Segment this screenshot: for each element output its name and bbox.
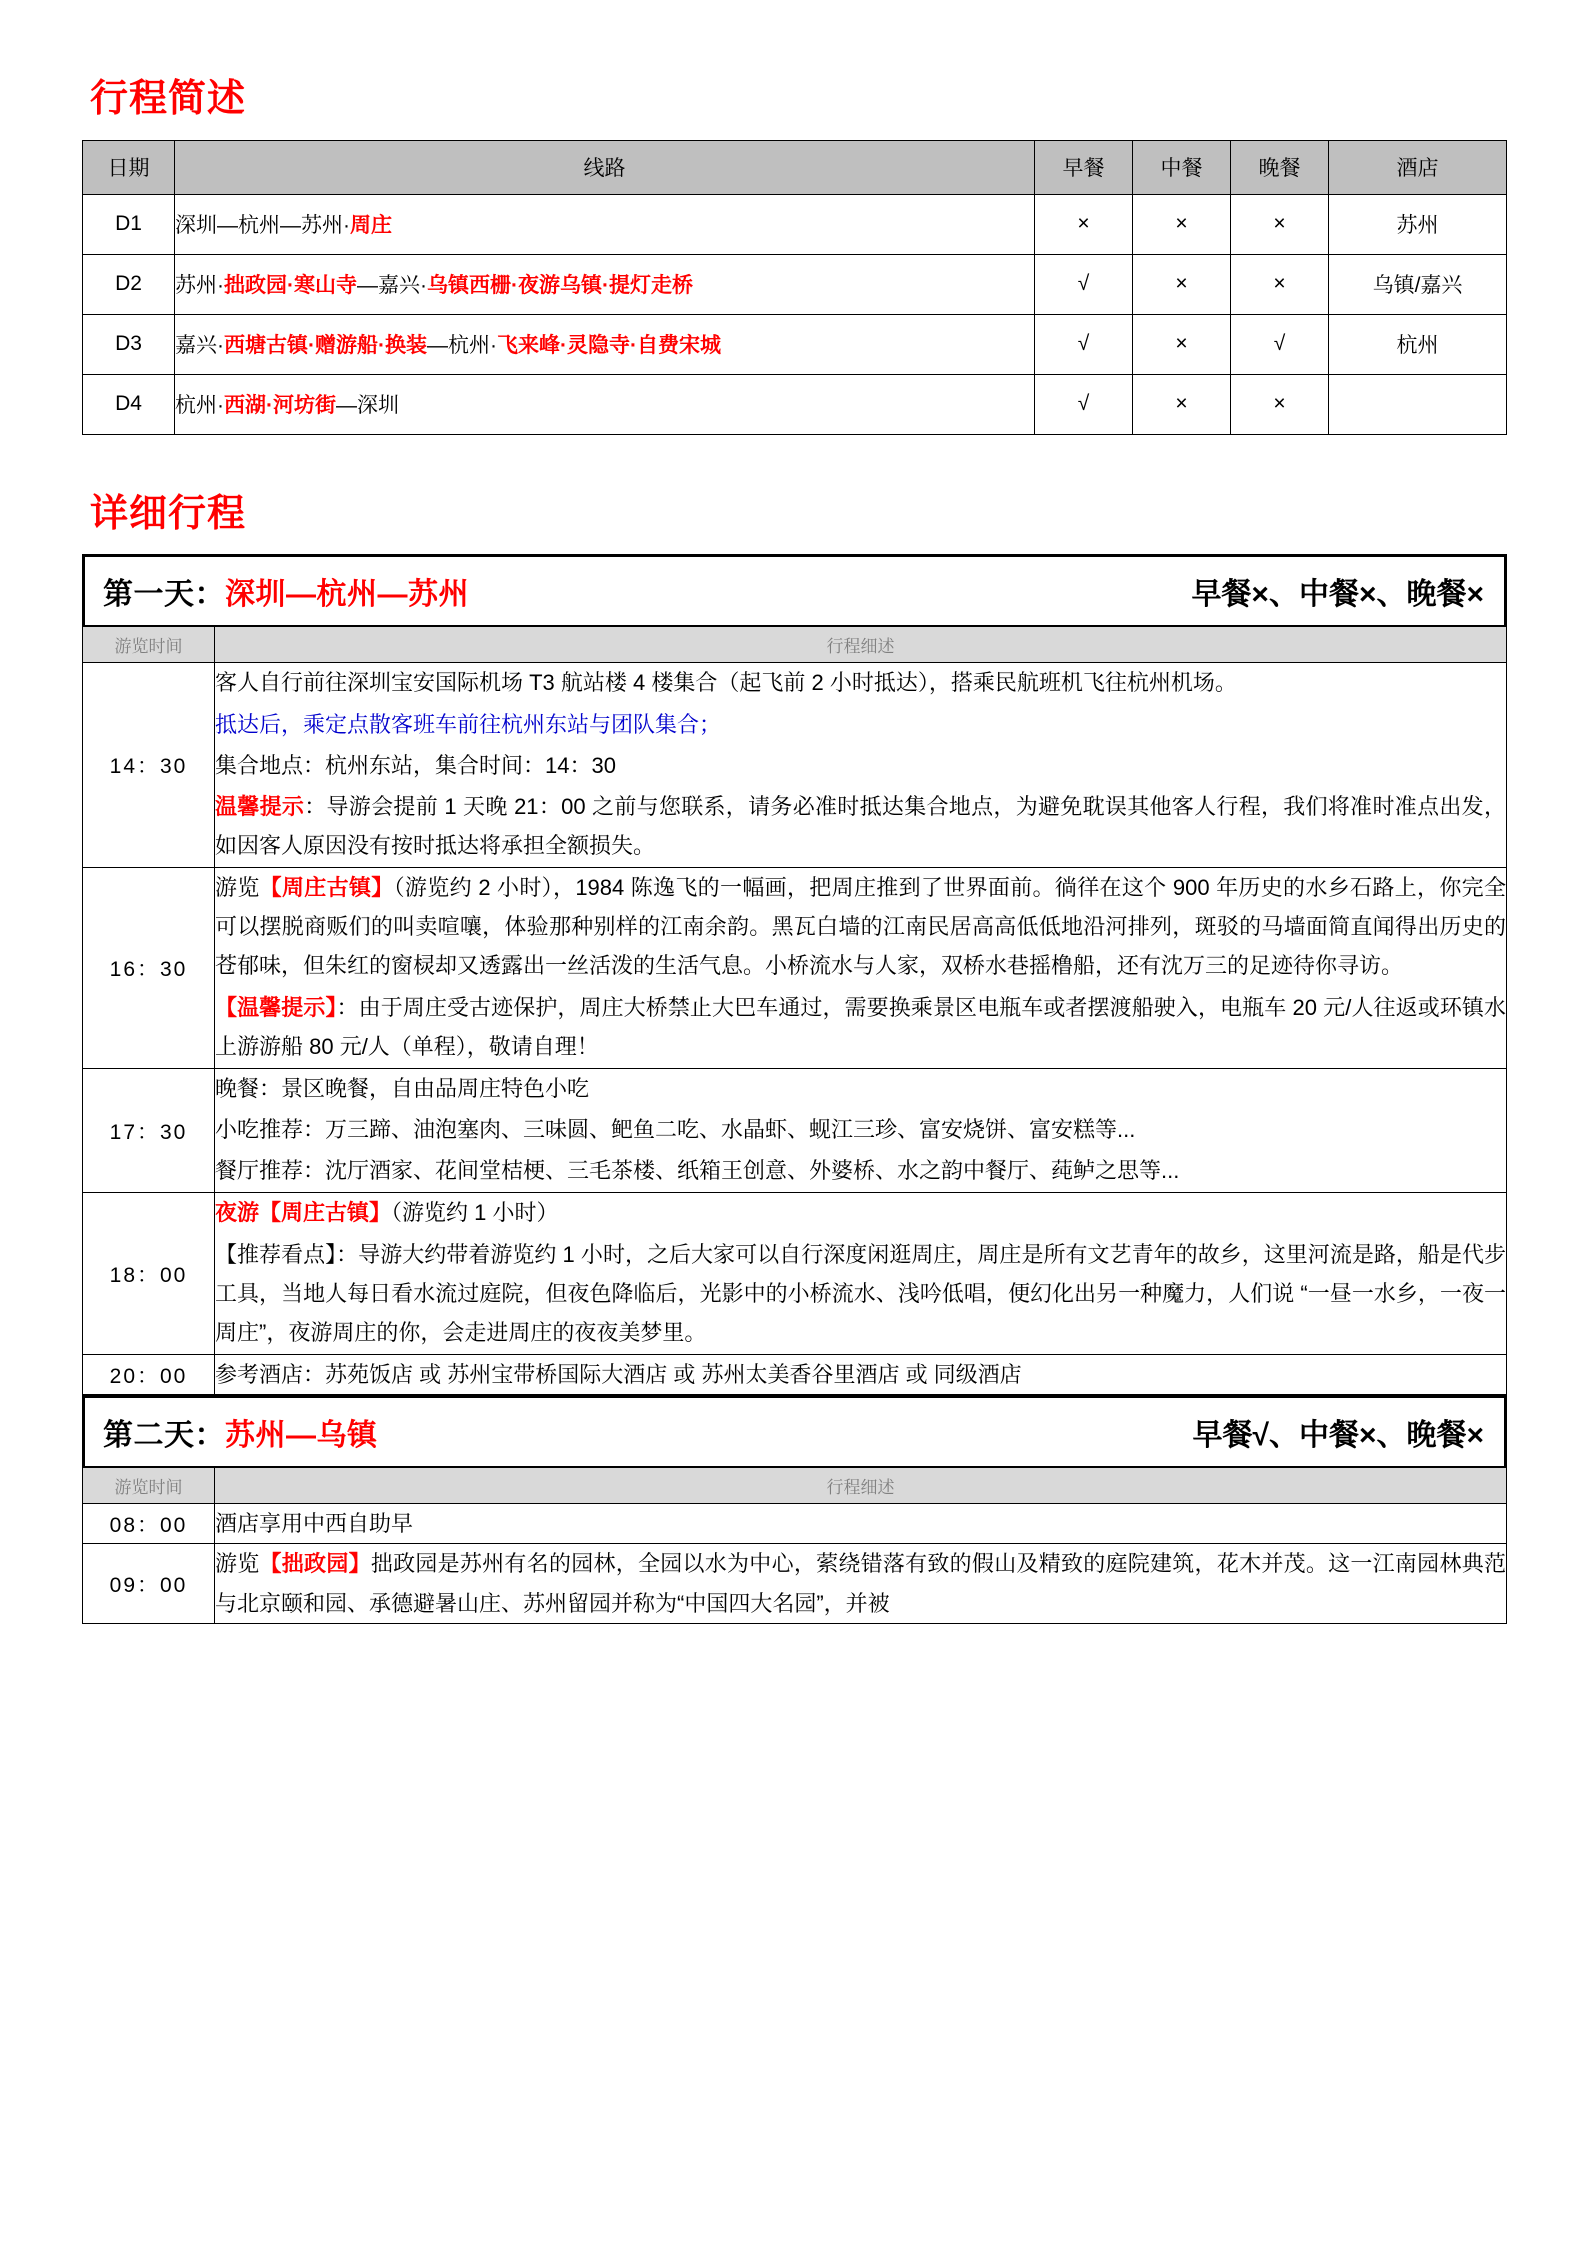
summary-hotel: 乌镇/嘉兴 (1329, 254, 1507, 314)
summary-breakfast: × (1035, 194, 1133, 254)
table-row (83, 314, 1507, 374)
summary-dinner: × (1231, 254, 1329, 314)
row-description (215, 868, 1507, 1069)
table-row (83, 1504, 1507, 1544)
detail-col-time: 游览时间 (83, 1468, 215, 1504)
desc-line-attraction (215, 1193, 1506, 1232)
page-title-summary: 行程简述 (90, 78, 247, 120)
route-plain: 杭州· (175, 394, 224, 418)
table-row (83, 663, 1507, 868)
attraction-name: 【周庄古镇】 (259, 875, 394, 901)
summary-col-date: 日期 (83, 140, 175, 194)
summary-lunch: × (1133, 374, 1231, 434)
desc-line-hotel: 参考酒店：苏苑饭店 或 苏州宝带桥国际大酒店 或 苏州太美香谷里酒店 或 同级酒店 (215, 1362, 1022, 1388)
summary-lunch: × (1133, 314, 1231, 374)
detail-col-time: 游览时间 (83, 627, 215, 663)
row-time: 17：30 (83, 1068, 215, 1192)
route-mid: —嘉兴· (357, 274, 427, 298)
route-plain: 深圳—杭州—苏州· (175, 214, 350, 238)
desc-line-tip (215, 988, 1506, 1066)
row-time: 18：00 (83, 1193, 215, 1355)
summary-route (175, 314, 1035, 374)
route-plain: 嘉兴· (175, 334, 224, 358)
route-highlight: 西塘古镇·赠游船·换装 (224, 334, 427, 358)
summary-breakfast: √ (1035, 374, 1133, 434)
attraction-name: 【拙政园】 (259, 1551, 371, 1577)
day-2-table-body (83, 1504, 1507, 1623)
day-meals-1: 早餐×、中餐×、晚餐× (1191, 578, 1484, 612)
route-highlight: 周庄 (350, 214, 392, 238)
route-mid: —深圳 (336, 394, 399, 418)
row-description (215, 663, 1507, 868)
desc-line: 集合地点：杭州东站，集合时间：14：30 (215, 752, 616, 778)
summary-col-breakfast: 早餐 (1035, 140, 1133, 194)
day-1-header-row (83, 627, 1507, 663)
attraction-text: （游览约 2 小时），1984 陈逸飞的一幅画，把周庄推到了世界面前。徜徉在这个 900 年历史的水乡石路上，你完全可以摆脱商贩们的叫卖喧嚷，体验那种别样的江南余韵。黑瓦白墙的江南民居高高低低地沿河排列，斑驳的马墙面简直闻得出历史的苍郁味，但朱红的窗棂却又透露出一丝活泼的生活气息。小桥流水与人家，双桥水巷摇橹船，还有沈万三的足迹待你寻访。 (215, 875, 1506, 979)
detail-col-description: 行程细述 (215, 1468, 1507, 1504)
attraction-prefix: 游览 (215, 875, 260, 901)
summary-route (175, 194, 1035, 254)
tip-label: 【温馨提示】 (215, 994, 337, 1020)
summary-col-hotel: 酒店 (1329, 140, 1507, 194)
tip-label: 温馨提示 (215, 793, 305, 819)
summary-hotel: 杭州 (1329, 314, 1507, 374)
day-route: 深圳—杭州—苏州 (225, 578, 469, 612)
day-label: 第一天： (103, 578, 225, 612)
day-header-2 (82, 1395, 1507, 1467)
day-title-2 (103, 1410, 378, 1454)
attraction-prefix: 游览 (215, 1551, 260, 1577)
row-description (215, 1504, 1507, 1544)
desc-line-attraction (215, 1544, 1506, 1622)
summary-hotel: 苏州 (1329, 194, 1507, 254)
row-time: 08：00 (83, 1504, 215, 1544)
desc-line: 酒店享用中西自助早 (215, 1511, 414, 1537)
row-description (215, 1068, 1507, 1192)
summary-hotel (1329, 374, 1507, 434)
day-header-1 (82, 554, 1507, 626)
summary-dinner: × (1231, 374, 1329, 434)
desc-line-tip (215, 787, 1506, 865)
summary-table-body (83, 194, 1507, 434)
desc-line: 客人自行前往深圳宝安国际机场 T3 航站楼 4 楼集合（起飞前 2 小时抵达），搭乘民航班机飞往杭州机场。 (215, 670, 1237, 696)
summary-col-lunch: 中餐 (1133, 140, 1231, 194)
summary-breakfast: √ (1035, 314, 1133, 374)
desc-line: 小吃推荐：万三蹄、油泡塞肉、三味圆、鲃鱼二吃、水晶虾、蚬江三珍、富安烧饼、富安糕等... (215, 1117, 1136, 1143)
day-label: 第二天： (103, 1419, 225, 1453)
summary-table-head (83, 140, 1507, 194)
day-route: 苏州—乌镇 (225, 1419, 378, 1453)
day-1-table-head (83, 627, 1507, 663)
summary-date: D3 (83, 314, 175, 374)
itinerary-summary-table (82, 140, 1507, 435)
summary-route (175, 254, 1035, 314)
table-row (83, 1544, 1507, 1623)
table-row (83, 374, 1507, 434)
tip-text: ：导游会提前 1 天晚 21：00 之前与您联系，请务必准时抵达集合地点，为避免耽误其他客人行程，我们将准时准点出发，如因客人原因没有按时抵达将承担全额损失。 (215, 793, 1506, 858)
summary-header-row (83, 140, 1507, 194)
row-time: 16：30 (83, 868, 215, 1069)
row-time: 14：30 (83, 663, 215, 868)
table-row (83, 194, 1507, 254)
summary-breakfast: √ (1035, 254, 1133, 314)
tip-text: ：由于周庄受古迹保护，周庄大桥禁止大巴车通过，需要换乘景区电瓶车或者摆渡船驶入，电瓶车 20 元/人往返或环镇水上游游船 80 元/人（单程），敬请自理！ (215, 994, 1506, 1059)
summary-col-route: 线路 (175, 140, 1035, 194)
row-time: 09：00 (83, 1544, 215, 1623)
day-1-table-body (83, 663, 1507, 1395)
row-description (215, 1355, 1507, 1395)
summary-col-dinner: 晚餐 (1231, 140, 1329, 194)
summary-lunch: × (1133, 254, 1231, 314)
table-row (83, 1193, 1507, 1355)
day-meals-2: 早餐√、中餐×、晚餐× (1192, 1419, 1484, 1453)
desc-line: 餐厅推荐：沈厅酒家、花间堂桔梗、三毛茶楼、纸箱王创意、外婆桥、水之韵中餐厅、莼鲈之思等... (215, 1158, 1180, 1184)
desc-line: 晚餐：景区晚餐，自由品周庄特色小吃 (215, 1075, 590, 1101)
day-2-table-head (83, 1468, 1507, 1504)
day-block-1 (82, 554, 1507, 1395)
attraction-text: （游览约 1 小时） (391, 1200, 559, 1226)
table-row (83, 254, 1507, 314)
route-plain: 苏州· (175, 274, 224, 298)
table-row (83, 1355, 1507, 1395)
row-time: 20：00 (83, 1355, 215, 1395)
summary-date: D2 (83, 254, 175, 314)
route-highlight: 西湖·河坊街 (224, 394, 336, 418)
detail-col-description: 行程细述 (215, 627, 1507, 663)
day-2-header-row (83, 1468, 1507, 1504)
table-row (83, 868, 1507, 1069)
route-highlight: 拙政园·寒山寺 (224, 274, 357, 298)
day-block-2 (82, 1395, 1507, 1623)
summary-date: D4 (83, 374, 175, 434)
desc-line-attraction (215, 868, 1506, 985)
desc-line-note: 抵达后，乘定点散客班车前往杭州东站与团队集合； (215, 711, 722, 737)
row-description (215, 1193, 1507, 1355)
table-row (83, 1068, 1507, 1192)
day-1-detail-table (82, 626, 1507, 1395)
row-description (215, 1544, 1507, 1623)
summary-route (175, 374, 1035, 434)
route-highlight-2: 飞来峰·灵隐寺·自费宋城 (497, 334, 721, 358)
page-title-detail: 详细行程 (90, 492, 247, 535)
day-2-detail-table (82, 1467, 1507, 1623)
day-title-1 (103, 569, 469, 613)
desc-line: 【推荐看点】：导游大约带着游览约 1 小时，之后大家可以自行深度闲逛周庄，周庄是所有文艺青年的故乡，这里河流是路，船是代步工具，当地人每日看水流过庭院，但夜色降临后，光影中的小桥流水、浅吟低唱，便幻化出另一种魔力，人们说 “一昼一水乡，一夜一周庄”，夜游周庄的你，会走进周庄的夜夜美梦里。 (215, 1241, 1506, 1345)
summary-dinner: √ (1231, 314, 1329, 374)
summary-date: D1 (83, 194, 175, 254)
route-highlight-2: 乌镇西栅·夜游乌镇·提灯走桥 (427, 274, 693, 298)
route-mid: —杭州· (427, 334, 497, 358)
attraction-text: 拙政园是苏州有名的园林，全园以水为中心，萦绕错落有致的假山及精致的庭院建筑，花木并茂。这一江南园林典范与北京颐和园、承德避暑山庄、苏州留园并称为“中国四大名园”，并被 (215, 1551, 1506, 1616)
attraction-name: 夜游【周庄古镇】 (215, 1200, 392, 1226)
summary-dinner: × (1231, 194, 1329, 254)
summary-lunch: × (1133, 194, 1231, 254)
